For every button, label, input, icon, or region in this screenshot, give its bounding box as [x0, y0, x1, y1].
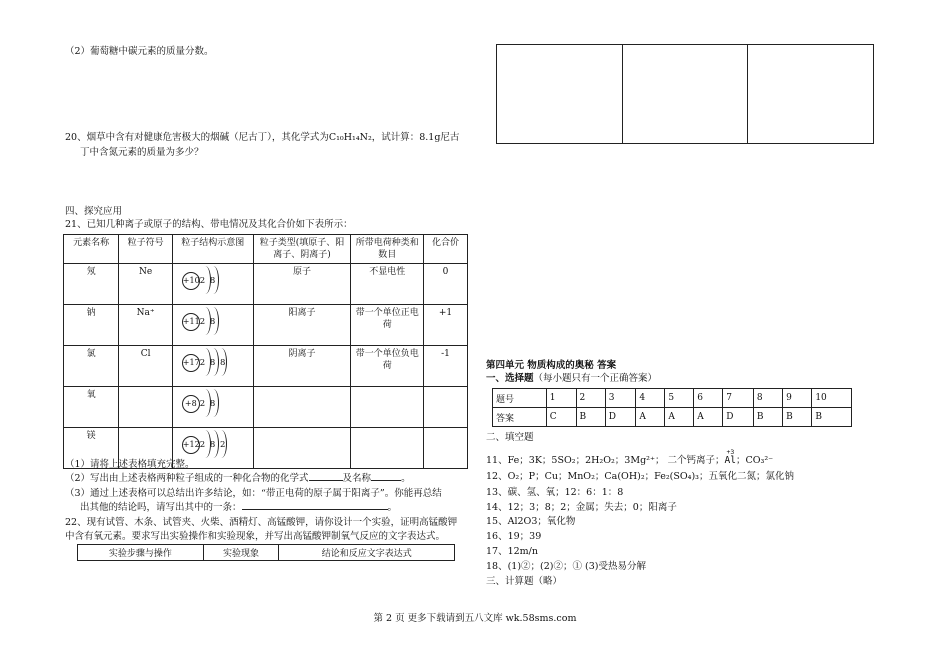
- valence: 0: [424, 264, 468, 305]
- aluminum-valence: +3 Al: [724, 448, 736, 466]
- col-header-element: 元素名称: [64, 235, 119, 264]
- blank-cell[interactable]: [497, 45, 623, 144]
- valence: +1: [424, 305, 468, 346]
- nucleus-charge: +11: [182, 313, 200, 331]
- page-footer: 第 2 页 更多下载请到五八文库 wk.58sms.com: [373, 613, 577, 624]
- question-22-line2: 中含有氧元素。要求写出实验操作和实验现象，并写出高锰酸钾制氧气反应的文字表达式。: [65, 531, 446, 542]
- particle-type: 原子: [253, 264, 351, 305]
- col-header-structure: 粒子结构示意图: [173, 235, 254, 264]
- electron-shells: 2 8: [199, 317, 217, 327]
- answer-letter: B: [783, 408, 812, 427]
- question-21-part2: （2）写出由上述表格两种粒子组成的一种化合物的化学式 及名称 。: [65, 473, 411, 484]
- particle-type: 阳离子: [253, 305, 351, 346]
- question-number-row: [493, 389, 852, 408]
- col-header-valence: 化合价: [424, 235, 468, 264]
- element-name: 氖: [64, 264, 119, 305]
- structure-diagram: [173, 346, 254, 387]
- element-name: 氧: [64, 387, 119, 428]
- section-4-heading: 四、探究应用: [65, 206, 123, 217]
- answer-16: 16、19；39: [486, 531, 542, 542]
- question-21-part1: （1）请将上述表格填充完整。: [65, 459, 195, 470]
- element-name: 氯: [64, 346, 119, 387]
- answer-letter: A: [636, 408, 665, 427]
- blank-answer-grid: [496, 44, 874, 144]
- answer-letter: D: [605, 408, 636, 427]
- question-21-part3-line2: 出其他的结论吗，请写出其中的一条： 。: [80, 502, 398, 513]
- particle-type: [253, 428, 351, 469]
- nucleus-charge: +10: [182, 272, 200, 290]
- row-label: 题号: [493, 389, 547, 408]
- answer-letter: C: [546, 408, 576, 427]
- nucleus-charge: +12: [182, 436, 200, 454]
- section-1-heading: 一、选择题（每小题只有一个正确答案）: [486, 373, 658, 384]
- particle-symbol: Cl: [119, 346, 173, 387]
- particle-symbol: [119, 387, 173, 428]
- blank-cell[interactable]: [622, 45, 748, 144]
- table-row: [64, 387, 468, 428]
- structure-diagram: [173, 264, 254, 305]
- answer-letter: A: [665, 408, 694, 427]
- question-number: 5: [665, 389, 694, 408]
- particle-symbol: Na⁺: [119, 305, 173, 346]
- question-number: 7: [723, 389, 754, 408]
- row-label: 答案: [493, 408, 547, 427]
- answer-blank-formula[interactable]: [309, 480, 343, 481]
- question-number: 3: [605, 389, 636, 408]
- structure-diagram: [173, 305, 254, 346]
- question-number: 9: [783, 389, 812, 408]
- question-21-intro: 21、已知几种离子或原子的结构、带电情况及其化合价如下表所示：: [65, 219, 353, 230]
- answer-13: 13、碳、氢、氧；12：6：1：8: [486, 487, 624, 498]
- col-header-phenomena: 实验现象: [203, 545, 279, 561]
- structure-diagram: [173, 387, 254, 428]
- multiple-choice-answers: [492, 388, 852, 427]
- question-number: 8: [753, 389, 782, 408]
- section-2-heading: 二、填空题: [486, 432, 534, 443]
- answer-11: 11、Fe；3K；5SO₂；2H₂O₂；3Mg²⁺； 二个钙离子； +3 Al；CO₃²⁻: [486, 448, 774, 466]
- table-row: [64, 305, 468, 346]
- answer-12: 12、O₂；P；Cu；MnO₂；Ca(OH)₂；Fe₂(SO₄)₃；五氧化二氮；氯化钠: [486, 471, 794, 482]
- charge-description: 不显电性: [351, 264, 424, 305]
- question-number: 2: [576, 389, 605, 408]
- valence: [424, 387, 468, 428]
- valence: [424, 428, 468, 469]
- answer-14: 14、12；3；8；2；金属；失去；0；阳离子: [486, 502, 677, 513]
- blank-cell[interactable]: [748, 45, 874, 144]
- charge-description: [351, 428, 424, 469]
- answer-18: 18、(1)②；(2)②；① (3)受热易分解: [486, 561, 646, 572]
- col-header-type: 粒子类型(填原子、阳离子、阴离子): [253, 235, 351, 264]
- answer-15: 15、Al2O3；氧化物: [486, 516, 576, 527]
- question-21-part3-line1: （3）通过上述表格可以总结出许多结论，如：“带正电荷的原子属于阳离子”。你能再总结: [65, 488, 442, 499]
- charge-description: [351, 387, 424, 428]
- answer-letter: B: [753, 408, 782, 427]
- answer-title: 第四单元 物质构成的奥秘 答案: [486, 360, 617, 371]
- answer-blank-conclusion[interactable]: [242, 509, 388, 510]
- question-20-line2: 丁中含氮元素的质量为多少？: [80, 147, 204, 158]
- question-19-part2: （2）葡萄糖中碳元素的质量分数。: [65, 46, 214, 57]
- answer-letter: A: [694, 408, 723, 427]
- answer-letter: B: [812, 408, 852, 427]
- col-header-conclusion: 结论和反应文字表达式: [279, 545, 455, 561]
- col-header-charge: 所带电荷种类和数目: [351, 235, 424, 264]
- particle-symbol: Ne: [119, 264, 173, 305]
- electron-shells: 2 8 8: [199, 358, 227, 368]
- electron-shells: 2 8 2: [199, 440, 227, 450]
- electron-shells: 2 8: [199, 399, 217, 409]
- particle-type: [253, 387, 351, 428]
- col-header-steps: 实验步骤与操作: [78, 545, 204, 561]
- valence: -1: [424, 346, 468, 387]
- section-3-heading: 三、计算题（略）: [486, 576, 563, 587]
- experiment-table: [77, 544, 455, 561]
- answer-letter: B: [576, 408, 605, 427]
- nucleus-charge: +8: [182, 395, 200, 413]
- answer-blank-name[interactable]: [371, 480, 401, 481]
- answer-row: [493, 408, 852, 427]
- electron-shells: 2 8: [199, 276, 217, 286]
- answer-17: 17、12m/n: [486, 546, 539, 557]
- question-number: 1: [546, 389, 576, 408]
- charge-description: 带一个单位正电荷: [351, 305, 424, 346]
- particle-table: [63, 234, 468, 469]
- charge-description: 带一个单位负电荷: [351, 346, 424, 387]
- question-number: 6: [694, 389, 723, 408]
- nucleus-charge: +17: [182, 354, 200, 372]
- question-20-line1: 20、烟草中含有对健康危害极大的烟碱（尼古丁），其化学式为C₁₀H₁₄N₂，试计算：8.1g尼古: [65, 132, 460, 143]
- question-number: 4: [636, 389, 665, 408]
- element-name: 钠: [64, 305, 119, 346]
- col-header-symbol: 粒子符号: [119, 235, 173, 264]
- answer-letter: D: [723, 408, 754, 427]
- question-number: 10: [812, 389, 852, 408]
- particle-type: 阴离子: [253, 346, 351, 387]
- question-22-line1: 22、现有试管、木条、试管夹、火柴、酒精灯、高锰酸钾，请你设计一个实验，证明高锰酸钾: [65, 517, 458, 528]
- table-row: [64, 346, 468, 387]
- element-name: 镁: [64, 428, 119, 469]
- table-row: [64, 264, 468, 305]
